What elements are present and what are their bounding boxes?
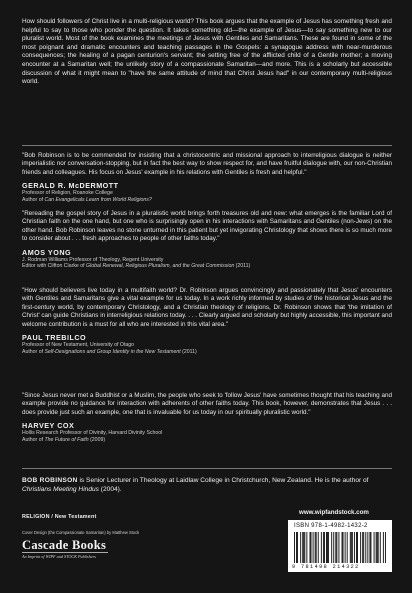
book-title: The Future of Faith [44, 436, 89, 443]
endorsement-3 [22, 287, 392, 355]
endorser-name: AMOS YONG [22, 247, 72, 257]
book-title: Global Renewal, Religious Pluralism, and the Great Commission [86, 263, 235, 270]
endorsement-quote: "Rereading the gospel story of Jesus in a pluralistic world brings forth treasures old and new: what emerges is the familiar Lord of Christian faith on the one hand, but one who is surprisingly open in his interactions with Samaritans and Gentiles (non-Jews) on the other hand. Bob Robinson leaves no stone unturned in this patient but yet invigorating Christology that shows there is so much more to consider about . . . fresh approaches to people of other faiths today." [22, 210, 392, 243]
publisher-name: Cascade Books [22, 538, 107, 552]
category-label: RELIGION / New Testament [22, 514, 97, 520]
publisher-website: www.wipfandstock.com [299, 509, 369, 516]
author-name: BOB ROBINSON [22, 477, 78, 484]
book-description: How should followers of Christ live in a multi-religious world? This book argues that the example of Jesus has something fresh and helpful to say to those who ponder the question. It takes something old—the example of Jesus—to say something new to our pluralist world. Most of the book examines the meetings of Jesus with Gentiles and Samaritans. These are found in some of the most poignant and dramatic encounters and teaching passages in the Gospels: a synagogue address with near-murderous consequences; the healing of a pagan centurion's servant; the setting free of the afflicted child of a Gentile mother; a moving encounter at a Samaritan well; the unlikely story of a compassionate Samaritan—and more. This is a scholarly but accessible discussion of what it might mean to "have the same attitude of mind that Christ Jesus had" in our contemporary multi-religious world. [22, 18, 392, 86]
endorsement-4 [22, 392, 392, 443]
author-book-title: Christians Meeting Hindus [22, 486, 99, 493]
author-bio-end: (2004). [98, 486, 122, 493]
book-prefix: Editor with Clifton Clarke of [22, 263, 87, 270]
endorser-book [22, 349, 392, 356]
barcode-digits: 9 781498 214322 [292, 564, 360, 570]
book-suffix: (2011) [234, 263, 251, 270]
endorser-name: HARVEY COX [22, 421, 75, 431]
endorser-book [22, 197, 392, 204]
barcode-panel [288, 520, 392, 572]
endorser-title: Hollis Research Professor of Divinity, Harvard Divinity School [22, 430, 163, 437]
barcode-icon [294, 532, 386, 563]
book-prefix: Author of [22, 196, 45, 203]
publisher-logo [22, 538, 112, 566]
cover-design-credit: Cover Design (the Compassionate Samaritan) by Matthew Stock [22, 530, 140, 535]
book-title: Self-Designations and Group Identity in the New Testament [44, 348, 181, 355]
author-bio [22, 476, 392, 494]
endorser-title: J. Rodman Williams Professor of Theology, Regent University [22, 256, 164, 263]
isbn-number: ISBN 978-1-4982-1432-2 [294, 523, 368, 529]
book-suffix: (2009) [88, 436, 106, 443]
publisher-tagline: An Imprint of WIPF and STOCK Publishers [22, 552, 108, 559]
endorser-book [22, 263, 392, 270]
endorsement-quote: "How should believers live today in a multifaith world? Dr. Robinson argues convincingly and passionately that Jesus' encounters with Gentiles and Samaritans give a vital example for us today. In a work richly informed by studies of the historical Jesus and the first-century world, by contemporary Christology, and a Christian theology of religions, Dr. Robinson shows that 'the imitation of Christ' can guide Christians in interreligious relations today. . . . Clearly argued and scholarly but highly accessible, this important and welcome contribution is a must for all who are interested in this vital area." [22, 287, 392, 328]
endorser-name: GERALD R. McDERMOTT [22, 181, 119, 191]
endorser-name: PAUL TREBILCO [22, 333, 87, 343]
book-prefix: Author of [22, 436, 45, 443]
book-title: Can Evangelicals Learn from World Religions? [44, 196, 152, 203]
book-suffix: (2011) [180, 348, 197, 355]
endorsement-quote: "Bob Robinson is to be commended for insisting that a christocentric and missional approach to interreligious dialogue is neither imperialistic nor conversation-stopping, but in fact the best way to show respect for, and have fruitful dialogue with, our non-Christian friends and colleagues. His focus on Jesus' example in his relations with Gentiles is fresh and helpful." [22, 152, 392, 176]
divider [22, 145, 392, 146]
endorser-title: Professor of Religion, Roanoke College [22, 190, 113, 197]
author-bio-text: is Senior Lecturer in Theology at Laidlaw College in Christchurch, New Zealand. He is the author of [77, 477, 369, 484]
divider [22, 468, 392, 469]
endorsement-2 [22, 210, 392, 270]
endorsement-1 [22, 152, 392, 203]
endorsement-quote: "Since Jesus never met a Buddhist or a Muslim, the people who seek to 'follow Jesus' have sometimes thought that his teaching and example provide no guidance for interaction with adherents of other faiths today. This book, however, demonstrates that Jesus . . . does provide just such an example, one that is invaluable for us today in our spiritually pluralistic world." [22, 392, 392, 416]
endorser-book [22, 437, 392, 444]
book-prefix: Author of [22, 348, 45, 355]
endorser-title: Professor of New Testament, University of Otago [22, 342, 135, 349]
